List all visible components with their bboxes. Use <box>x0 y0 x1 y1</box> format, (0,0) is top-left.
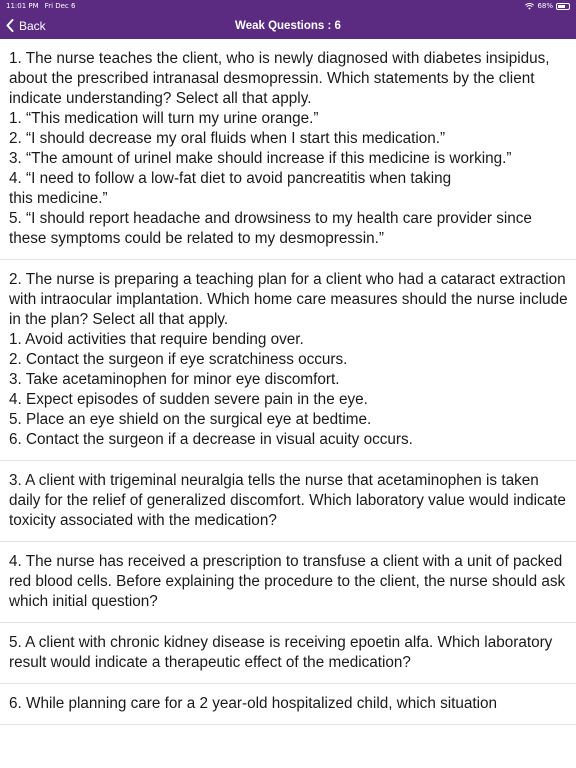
status-date: Fri Dec 6 <box>44 2 76 10</box>
battery-percent: 68% <box>537 2 553 10</box>
question-text: 2. The nurse is preparing a teaching plan for a client who had a cataract extraction with intraocular implantation. Which home care measures should the nurse include in the plan? Select all that apply. <box>9 271 572 328</box>
question-item-6[interactable] <box>0 684 576 725</box>
status-bar <box>0 0 576 12</box>
question-option: 1. Avoid activities that require bending over. <box>9 331 304 348</box>
question-option: 6. Contact the surgeon if a decrease in visual acuity occurs. <box>9 431 413 448</box>
page-title: Weak Questions : 6 <box>235 19 341 32</box>
status-time: 11:01 PM <box>6 2 39 10</box>
question-option: 1. “This medication will turn my urine orange.” <box>9 110 319 127</box>
question-option: 3. Take acetaminophen for minor eye discomfort. <box>9 371 340 388</box>
question-option: 4. “I need to follow a low-fat diet to avoid pancreatitis when taking this medicine.” <box>9 170 452 207</box>
question-text: 1. The nurse teaches the client, who is newly diagnosed with diabetes insipidus, about the prescribed intranasal desmopressin. Which statements by the client indicate understanding? Select all that apply. <box>9 50 554 107</box>
wifi-icon <box>525 3 534 10</box>
question-item-3[interactable] <box>0 461 576 542</box>
question-list <box>0 39 576 768</box>
question-option: 2. Contact the surgeon if eye scratchiness occurs. <box>9 351 348 368</box>
question-text: 5. A client with chronic kidney disease is receiving epoetin alfa. Which laboratory result would indicate a therapeutic effect of the medication? <box>9 634 557 671</box>
question-option: 4. Expect episodes of sudden severe pain in the eye. <box>9 391 368 408</box>
question-item-2[interactable] <box>0 260 576 461</box>
question-item-1[interactable] <box>0 39 576 260</box>
question-option: 2. “I should decrease my oral fluids when I start this medication.” <box>9 130 446 147</box>
question-item-4[interactable] <box>0 542 576 623</box>
back-label: Back <box>19 18 46 33</box>
question-text: 3. A client with trigeminal neuralgia tells the nurse that acetaminophen is taken daily for the relief of generalized discomfort. Which laboratory value would indicate toxicity associated with the medication? <box>9 472 571 529</box>
question-option: 3. “The amount of urinel make should increase if this medicine is working.” <box>9 150 512 167</box>
question-text: 6. While planning care for a 2 year-old hospitalized child, which situation <box>9 695 498 712</box>
navigation-bar <box>0 12 576 39</box>
question-option: 5. Place an eye shield on the surgical eye at bedtime. <box>9 411 372 428</box>
back-button[interactable] <box>6 12 46 39</box>
question-text: 4. The nurse has received a prescription to transfuse a client with a unit of packed red blood cells. Before explaining the procedure to the client, the nurse should ask which initial question? <box>9 553 570 610</box>
chevron-left-icon <box>6 19 14 32</box>
question-item-5[interactable] <box>0 623 576 684</box>
question-option: 5. “I should report headache and drowsiness to my health care provider since these symptoms could be related to my desmopressin.” <box>9 210 537 247</box>
battery-icon <box>556 3 570 10</box>
